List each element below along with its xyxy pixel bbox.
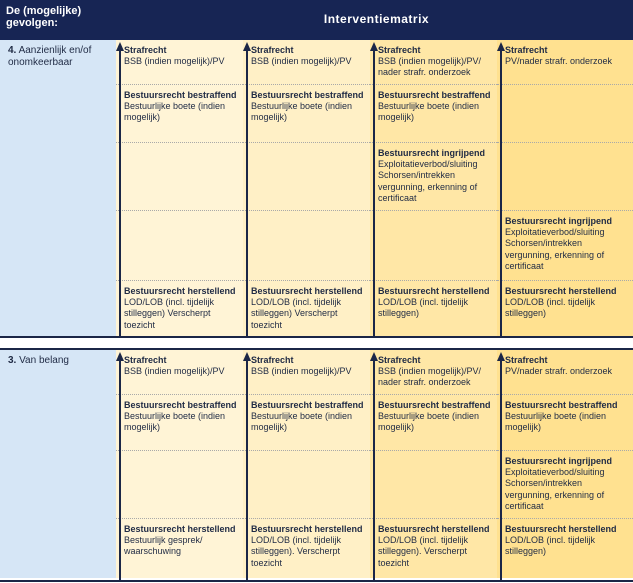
- intervention-type: Bestuursrecht bestraffend: [124, 400, 237, 410]
- matrix-cell: [497, 84, 633, 142]
- row-label-van-belang: [0, 350, 116, 578]
- intervention-type: Bestuursrecht herstellend: [378, 286, 490, 296]
- intervention-type: Bestuursrecht herstellend: [378, 524, 490, 534]
- matrix-title: Interventiematrix: [323, 12, 430, 26]
- intervention-measures: BSB (indien mogelijk)/PV: [251, 56, 352, 67]
- severity-number: 3.: [8, 355, 17, 366]
- consequences-heading: De (mogelijke) gevolgen:: [6, 5, 82, 29]
- matrix-cell: [497, 450, 633, 518]
- intervention-measures: Bestuurlijke boete (indien mogelijk): [251, 101, 353, 123]
- matrix-cell: [116, 350, 243, 394]
- intervention-measures: LOD/LOB (incl. tijdelijk stilleggen): [378, 297, 469, 319]
- intervention-measures: BSB (indien mogelijk)/PV: [124, 366, 225, 377]
- arrow-up-icon: [497, 352, 505, 361]
- matrix-cell: [370, 518, 497, 578]
- matrix-cell: [370, 84, 497, 142]
- intervention-measures: BSB (indien mogelijk)/PV/ nader strafr. onderzoek: [378, 56, 482, 78]
- intervention-measures: PV/nader strafr. onderzoek: [505, 366, 613, 377]
- matrix-cell: [116, 142, 243, 210]
- intervention-measures: LOD/LOB (incl. tijdelijk stilleggen) Verscherpt toezicht: [251, 297, 342, 330]
- matrix-cell: [116, 394, 243, 450]
- intervention-type: Bestuursrecht bestraffend: [251, 90, 364, 100]
- section-van-belang: [0, 350, 633, 578]
- matrix-cell: [243, 280, 370, 336]
- intervention-type: Bestuursrecht herstellend: [124, 524, 236, 534]
- matrix-cell: [116, 518, 243, 578]
- matrix-cell: [243, 40, 370, 84]
- severity-label: Aanzienlijk en/of onomkeerbaar: [8, 45, 92, 68]
- intervention-measures: LOD/LOB (incl. tijdelijk stilleggen). Verscherpt toezicht: [378, 535, 469, 568]
- matrix-cell: [497, 40, 633, 84]
- intervention-type: Strafrecht: [124, 45, 167, 55]
- bottom-divider: [0, 580, 633, 582]
- intervention-type: Bestuursrecht herstellend: [251, 524, 363, 534]
- intervention-measures: Exploitatieverbod/sluiting Schorsen/intrekken vergunning, erkenning of certificaat: [505, 227, 605, 271]
- intervention-type: Bestuursrecht bestraffend: [124, 90, 237, 100]
- intervention-type: Strafrecht: [251, 45, 294, 55]
- intervention-type: Bestuursrecht ingrijpend: [505, 456, 613, 466]
- intervention-measures: BSB (indien mogelijk)/PV: [124, 56, 225, 67]
- matrix-cell: [497, 210, 633, 280]
- intervention-type: Bestuursrecht ingrijpend: [505, 216, 613, 226]
- arrow-up-icon: [116, 42, 124, 51]
- intervention-type: Strafrecht: [378, 45, 421, 55]
- matrix-cell: [243, 84, 370, 142]
- intervention-type: Strafrecht: [505, 355, 548, 365]
- matrix-cell: [116, 40, 243, 84]
- matrix-cell: [497, 142, 633, 210]
- escalation-arrow-line: [246, 359, 248, 580]
- matrix-cell: [497, 394, 633, 450]
- row-label-aanzienlijk: [0, 40, 116, 336]
- arrow-up-icon: [116, 352, 124, 361]
- escalation-arrow-line: [246, 49, 248, 336]
- intervention-type: Bestuursrecht ingrijpend: [378, 148, 486, 158]
- escalation-arrow-line: [500, 49, 502, 336]
- matrix-cell: [243, 210, 370, 280]
- escalation-arrow-line: [373, 359, 375, 580]
- section-divider: [0, 348, 633, 350]
- matrix-header: [0, 0, 633, 40]
- matrix-cell: [370, 280, 497, 336]
- matrix-cell: [370, 40, 497, 84]
- matrix-cell: [370, 450, 497, 518]
- escalation-arrow-line: [119, 359, 121, 580]
- intervention-measures: LOD/LOB (incl. tijdelijk stilleggen) Verscherpt toezicht: [124, 297, 215, 330]
- matrix-cell: [116, 210, 243, 280]
- section-divider: [0, 336, 633, 338]
- intervention-type: Bestuursrecht bestraffend: [251, 400, 364, 410]
- arrow-up-icon: [243, 42, 251, 51]
- matrix-cell: [370, 142, 497, 210]
- intervention-type: Bestuursrecht bestraffend: [378, 90, 491, 100]
- intervention-measures: Bestuurlijke boete (indien mogelijk): [378, 101, 480, 123]
- matrix-cell: [243, 518, 370, 578]
- intervention-type: Strafrecht: [378, 355, 421, 365]
- intervention-measures: Bestuurlijke boete (indien mogelijk): [251, 411, 353, 433]
- intervention-type: Strafrecht: [251, 355, 294, 365]
- escalation-arrow-line: [500, 359, 502, 580]
- intervention-type: Strafrecht: [124, 355, 167, 365]
- intervention-type: Strafrecht: [505, 45, 548, 55]
- escalation-arrow-line: [119, 49, 121, 336]
- intervention-measures: LOD/LOB (incl. tijdelijk stilleggen): [505, 535, 596, 557]
- intervention-measures: Exploitatieverbod/sluiting Schorsen/intrekken vergunning, erkenning of certificaat: [505, 467, 605, 511]
- intervention-type: Bestuursrecht herstellend: [124, 286, 236, 296]
- matrix-cell: [370, 350, 497, 394]
- intervention-measures: Bestuurlijke boete (indien mogelijk): [378, 411, 480, 433]
- matrix-cell: [497, 350, 633, 394]
- matrix-cell: [243, 394, 370, 450]
- matrix-cell: [497, 280, 633, 336]
- intervention-type: Bestuursrecht bestraffend: [505, 400, 618, 410]
- matrix-cell: [243, 350, 370, 394]
- intervention-measures: LOD/LOB (incl. tijdelijk stilleggen): [505, 297, 596, 319]
- severity-number: 4.: [8, 45, 17, 56]
- matrix-cell: [497, 518, 633, 578]
- arrow-up-icon: [370, 352, 378, 361]
- intervention-type: Bestuursrecht herstellend: [505, 524, 617, 534]
- intervention-measures: Bestuurlijke boete (indien mogelijk): [124, 101, 226, 123]
- intervention-measures: PV/nader strafr. onderzoek: [505, 56, 613, 67]
- arrow-up-icon: [370, 42, 378, 51]
- matrix-cell: [243, 450, 370, 518]
- matrix-cell: [370, 210, 497, 280]
- intervention-measures: Bestuurlijk gesprek/ waarschuwing: [124, 535, 203, 557]
- intervention-type: Bestuursrecht herstellend: [505, 286, 617, 296]
- arrow-up-icon: [497, 42, 505, 51]
- matrix-cell: [116, 280, 243, 336]
- intervention-measures: BSB (indien mogelijk)/PV/ nader strafr. onderzoek: [378, 366, 482, 388]
- intervention-measures: LOD/LOB (incl. tijdelijk stilleggen). Verscherpt toezicht: [251, 535, 342, 568]
- arrow-up-icon: [243, 352, 251, 361]
- severity-label: Van belang: [19, 355, 69, 366]
- matrix-cell: [116, 84, 243, 142]
- escalation-arrow-line: [373, 49, 375, 336]
- intervention-measures: Bestuurlijke boete (indien mogelijk): [124, 411, 226, 433]
- section-aanzienlijk: [0, 40, 633, 336]
- intervention-measures: Bestuurlijke boete (indien mogelijk): [505, 411, 607, 433]
- intervention-type: Bestuursrecht bestraffend: [378, 400, 491, 410]
- intervention-measures: Exploitatieverbod/sluiting Schorsen/intrekken vergunning, erkenning of certificaat: [378, 159, 478, 203]
- matrix-cell: [116, 450, 243, 518]
- intervention-measures: BSB (indien mogelijk)/PV: [251, 366, 352, 377]
- matrix-cell: [370, 394, 497, 450]
- matrix-cell: [243, 142, 370, 210]
- intervention-type: Bestuursrecht herstellend: [251, 286, 363, 296]
